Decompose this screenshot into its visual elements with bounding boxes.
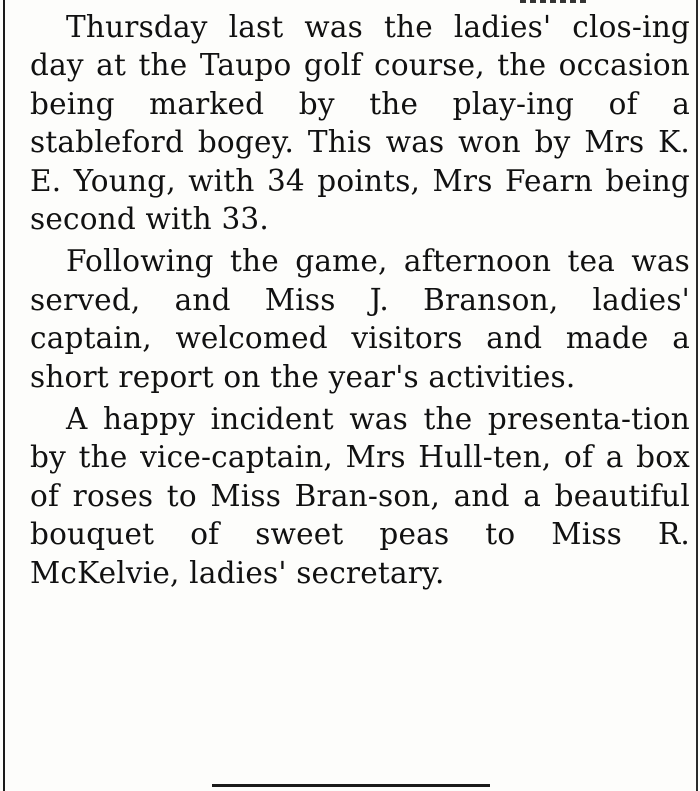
cropped-headline-fragment — [520, 0, 590, 3]
paragraph-closing-day: Thursday last was the ladies' clos-ing day at the Taupo golf course, the occasion being marked by the play-ing of a stableford bogey. This was won by Mrs K. E. Young, with 34 points, Mrs Fearn being second with 33. — [30, 10, 690, 237]
left-column-rule — [3, 0, 5, 791]
article-body — [30, 8, 690, 596]
paragraph-afternoon-tea: Following the game, afternoon tea was served, and Miss J. Branson, ladies' captain, welcomed visitors and made a short report on the year's activities. — [30, 244, 690, 394]
article-end-rule — [212, 784, 490, 787]
paragraph-presentation: A happy incident was the presenta-tion by the vice-captain, Mrs Hull-ten, of a box of roses to Miss Bran-son, and a beautiful bouquet of sweet peas to Miss R. McKelvie, ladies' secretary. — [30, 402, 690, 590]
right-column-rule — [696, 0, 698, 791]
